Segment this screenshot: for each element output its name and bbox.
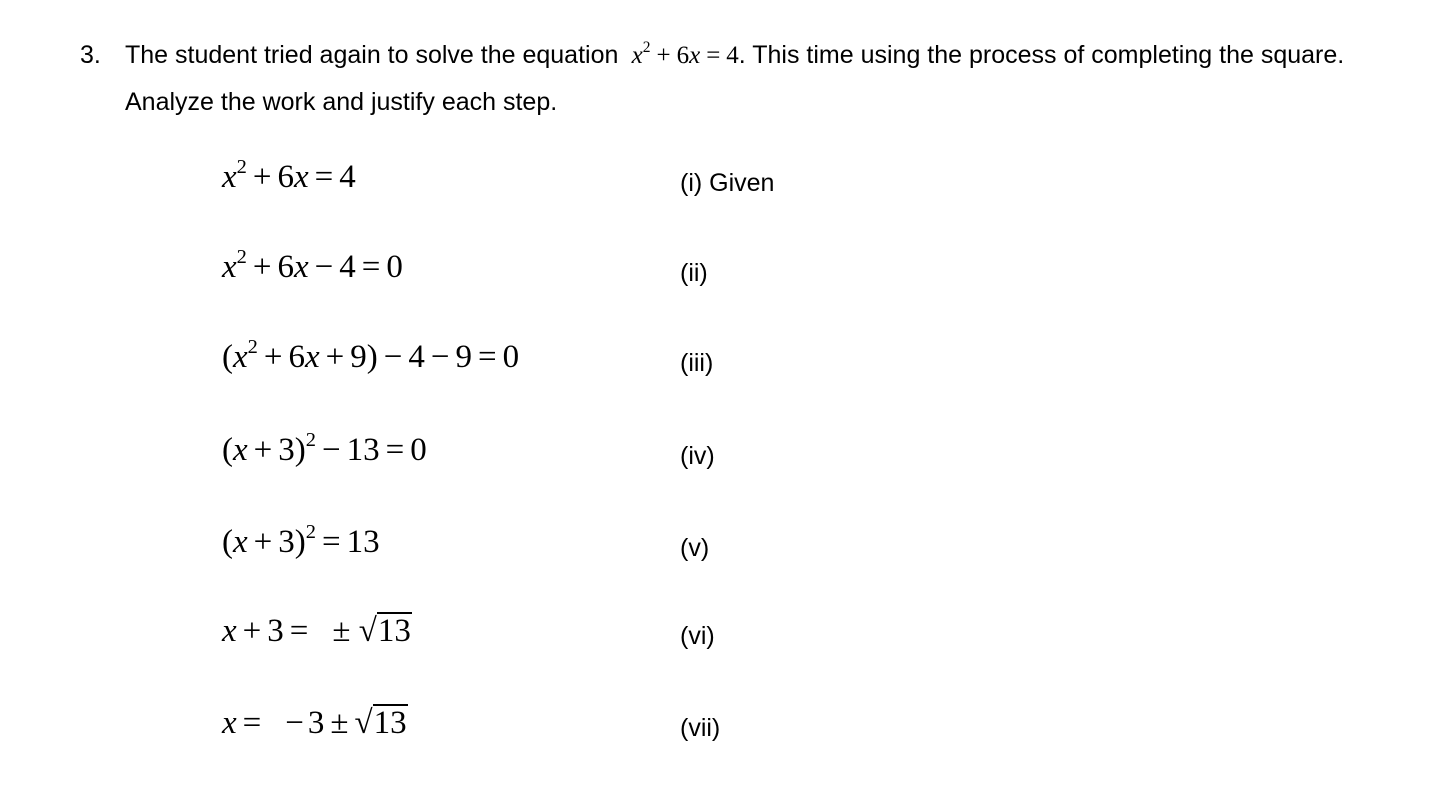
work-step-4 bbox=[0, 428, 1440, 478]
step-3-equation: $(x^2 + 6x + 9) - 4 - 9 = 0$ bbox=[222, 335, 520, 375]
question-number: 3. bbox=[80, 41, 101, 69]
step-1-justification: (i) Given bbox=[680, 169, 775, 197]
work-step-5 bbox=[0, 520, 1440, 570]
step-2-justification: (ii) bbox=[680, 259, 708, 287]
step-6-equation: x + 3 = ± √13 bbox=[222, 613, 411, 649]
step-4-equation: $(x + 3)^2 - 13 = 0$ bbox=[222, 428, 427, 468]
step-4-justification: (iv) bbox=[680, 442, 715, 470]
square-root-13: √13 bbox=[354, 705, 407, 741]
question-prompt bbox=[125, 32, 1415, 125]
step-6-justification: (vi) bbox=[680, 622, 715, 650]
step-7-justification: (vii) bbox=[680, 714, 721, 742]
step-3-justification: (iii) bbox=[680, 349, 714, 377]
square-root-13: √13 bbox=[358, 613, 411, 649]
step-2-equation: $x^2 + 6x - 4 = 0$ bbox=[222, 245, 403, 285]
step-7-equation: x = − 3 ± √13 bbox=[222, 705, 407, 741]
work-step-7 bbox=[0, 700, 1440, 750]
prompt-text-after: . This time using the process of completing the square. Analyze the work and justify each step. bbox=[125, 41, 1345, 116]
work-step-2 bbox=[0, 245, 1440, 295]
work-step-1 bbox=[0, 155, 1440, 205]
step-5-equation: $(x + 3)^2 = 13$ bbox=[222, 520, 380, 560]
work-step-6 bbox=[0, 608, 1440, 658]
step-1-equation: $x^2 + 6x = 4$ bbox=[222, 155, 356, 195]
step-5-justification: (v) bbox=[680, 534, 710, 562]
prompt-equation: $x^2 + 6x = 4$ bbox=[631, 39, 739, 69]
work-step-3 bbox=[0, 335, 1440, 385]
prompt-text-before: The student tried again to solve the equation bbox=[125, 41, 619, 69]
